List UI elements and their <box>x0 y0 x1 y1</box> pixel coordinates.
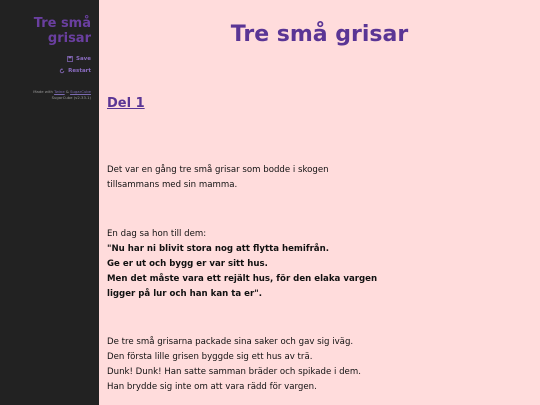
main-passage <box>99 0 540 405</box>
text-line: En dag sa hon till dem: <box>107 229 207 239</box>
restart-button[interactable] <box>59 68 91 74</box>
credits-amp: & <box>65 89 69 94</box>
sidebar <box>0 0 99 405</box>
section-heading[interactable]: Del 1 <box>107 96 145 111</box>
credits-version: SugarCube (v2.33.1) <box>51 95 91 100</box>
sugarcube-link[interactable]: SugarCube <box>70 89 91 94</box>
quote-line: ligger på lur och han kan ta er". <box>107 289 262 299</box>
paragraph-2 <box>107 227 527 302</box>
save-label: Save <box>76 56 91 62</box>
story-title: Tre små grisar <box>33 16 91 46</box>
paragraph-1 <box>107 163 527 193</box>
restart-label: Restart <box>68 68 91 74</box>
text-line: Den första lille grisen byggde sig ett hus av trä. <box>107 352 313 362</box>
quote-line: Ge er ut och bygg er var sitt hus. <box>107 259 268 269</box>
credits-made-with: Made with <box>33 89 53 94</box>
twine-link[interactable]: Twine <box>54 89 65 94</box>
paragraph-3 <box>107 335 527 395</box>
save-button[interactable] <box>67 56 91 62</box>
credits <box>1 89 91 101</box>
quote-line: "Nu har ni blivit stora nog att flytta hemifrån. <box>107 244 329 254</box>
page-title: Tre små grisar <box>230 22 409 47</box>
save-icon <box>67 56 73 62</box>
restart-icon <box>59 68 65 74</box>
text-line: tillsammans med sin mamma. <box>107 180 238 190</box>
text-line: Han brydde sig inte om att vara rädd för vargen. <box>107 382 317 392</box>
text-line: Det var en gång tre små grisar som bodde i skogen <box>107 165 329 175</box>
text-line: De tre små grisarna packade sina saker och gav sig iväg. <box>107 337 354 347</box>
quote-line: Men det måste vara ett rejält hus, för den elaka vargen <box>107 274 378 284</box>
text-line: Dunk! Dunk! Han satte samman bräder och spikade i dem. <box>107 367 361 377</box>
